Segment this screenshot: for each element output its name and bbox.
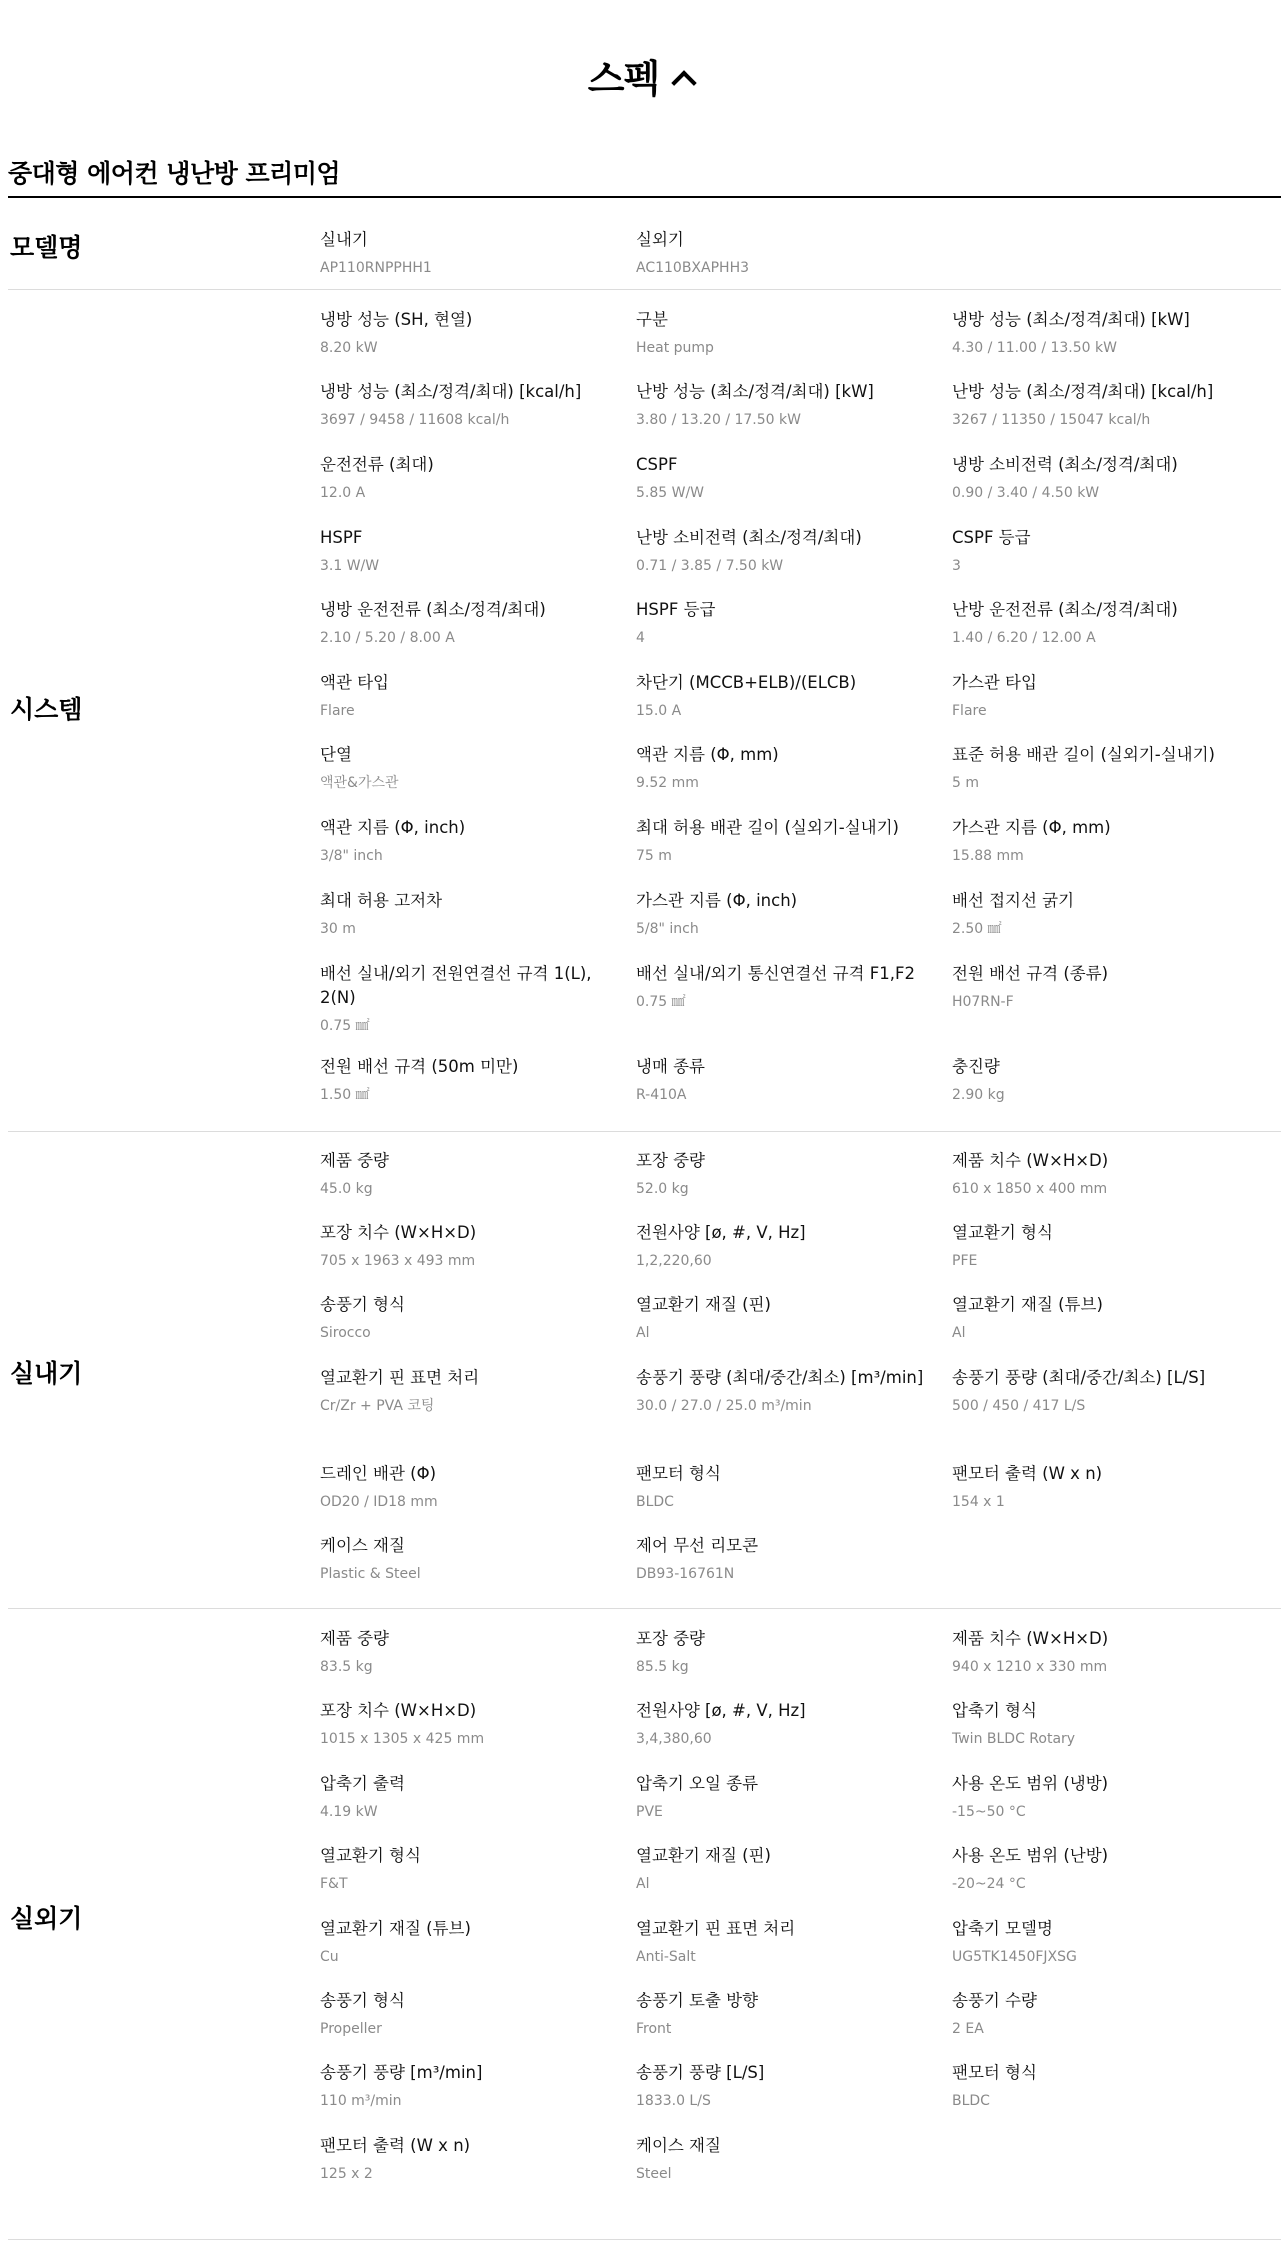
spec-item — [636, 1462, 926, 1512]
spec-label: 난방 성능 (최소/정격/최대) [kcal/h] — [952, 382, 1214, 401]
spec-value: 3697 / 9458 / 11608 kcal/h — [320, 412, 510, 428]
spec-value: AC110BXAPHH3 — [636, 260, 750, 276]
spec-value: 0.90 / 3.40 / 4.50 kW — [952, 485, 1100, 501]
spec-label: 송풍기 풍량 [L/S] — [636, 2063, 765, 2082]
spec-value: 2 EA — [952, 2021, 984, 2037]
spec-value: 0.71 / 3.85 / 7.50 kW — [636, 558, 784, 574]
spec-item — [636, 228, 926, 278]
spec-label: 송풍기 토출 방향 — [636, 1991, 759, 2010]
spec-value: 2.50 ㎟ — [952, 921, 1002, 937]
spec-label: 액관 지름 (Φ, mm) — [636, 745, 779, 764]
spec-value: Plastic & Steel — [320, 1566, 421, 1582]
spec-label: 송풍기 형식 — [320, 1295, 405, 1314]
spec-label: 팬모터 출력 (W x n) — [320, 2136, 471, 2155]
spec-item — [636, 1627, 926, 1677]
spec-item — [952, 816, 1257, 866]
spec-label: 차단기 (MCCB+ELB)/(ELCB) — [636, 673, 857, 692]
spec-item — [320, 2061, 610, 2111]
spec-item — [636, 380, 926, 430]
spec-value: 1,2,220,60 — [636, 1253, 712, 1269]
spec-item — [320, 743, 610, 793]
spec-section — [8, 1609, 1281, 2240]
spec-label: 송풍기 형식 — [320, 1991, 405, 2010]
spec-item — [952, 1844, 1257, 1894]
spec-item — [636, 1917, 926, 1967]
spec-item — [952, 1293, 1257, 1343]
spec-value: 0.75 ㎟ — [320, 1018, 370, 1034]
spec-value: PVE — [636, 1804, 663, 1820]
spec-value: 12.0 A — [320, 485, 366, 501]
spec-value: 1.40 / 6.20 / 12.00 A — [952, 630, 1096, 646]
spec-item — [320, 1534, 610, 1584]
section-label: 실내기 — [10, 1359, 83, 1388]
section-label: 실외기 — [10, 1904, 83, 1933]
spec-item — [320, 1055, 610, 1105]
spec-value: 30.0 / 27.0 / 25.0 m³/min — [636, 1398, 812, 1414]
section-label: 모델명 — [10, 233, 83, 262]
spec-label: 전원사양 [ø, #, V, Hz] — [636, 1701, 806, 1720]
spec-value: Al — [636, 1325, 650, 1341]
spec-value: 52.0 kg — [636, 1181, 689, 1197]
spec-item — [320, 228, 610, 278]
spec-item — [952, 598, 1257, 648]
spec-label: 압축기 모델명 — [952, 1919, 1053, 1938]
spec-value: Flare — [320, 703, 355, 719]
spec-value: AP110RNPPHH1 — [320, 260, 432, 276]
spec-label: 팬모터 형식 — [636, 1464, 721, 1483]
spec-value: 0.75 ㎟ — [636, 994, 686, 1010]
spec-label: 전원사양 [ø, #, V, Hz] — [636, 1223, 806, 1242]
spec-label: 열교환기 형식 — [320, 1846, 421, 1865]
spec-item — [320, 816, 610, 866]
spec-label: 운전전류 (최대) — [320, 455, 434, 474]
spec-value: 1.50 ㎟ — [320, 1087, 370, 1103]
spec-label: 열교환기 핀 표면 처리 — [320, 1368, 480, 1387]
spec-value: 30 m — [320, 921, 356, 937]
spec-value: Steel — [636, 2166, 672, 2182]
spec-label: 배선 접지선 굵기 — [952, 891, 1075, 910]
spec-value: 5/8" inch — [636, 921, 699, 937]
spec-value: 15.88 mm — [952, 848, 1024, 864]
spec-value: 15.0 A — [636, 703, 682, 719]
spec-label: 난방 운전전류 (최소/정격/최대) — [952, 600, 1178, 619]
spec-item — [320, 1699, 610, 1749]
spec-value: 85.5 kg — [636, 1659, 689, 1675]
spec-value: 2.90 kg — [952, 1087, 1005, 1103]
spec-item — [636, 1699, 926, 1749]
spec-item — [636, 816, 926, 866]
spec-value: Al — [636, 1876, 650, 1892]
spec-item — [952, 1366, 1257, 1416]
spec-value: 3.80 / 13.20 / 17.50 kW — [636, 412, 801, 428]
spec-label: 최대 허용 고저차 — [320, 891, 443, 910]
spec-value: 500 / 450 / 417 L/S — [952, 1398, 1086, 1414]
spec-label: 제어 무선 리모콘 — [636, 1536, 759, 1555]
spec-section — [8, 1132, 1281, 1609]
spec-label: 열교환기 재질 (튜브) — [952, 1295, 1103, 1314]
spec-item — [952, 889, 1257, 939]
spec-item — [952, 380, 1257, 430]
spec-item — [952, 1462, 1257, 1512]
spec-value: 2.10 / 5.20 / 8.00 A — [320, 630, 455, 646]
spec-label: HSPF 등급 — [636, 600, 716, 619]
spec-section — [8, 198, 1281, 290]
spec-value: 9.52 mm — [636, 775, 699, 791]
spec-value: PFE — [952, 1253, 978, 1269]
spec-value: F&T — [320, 1876, 348, 1892]
spec-value: 3,4,380,60 — [636, 1731, 712, 1747]
spec-item — [636, 1366, 926, 1416]
spec-label: 냉방 성능 (최소/정격/최대) [kcal/h] — [320, 382, 582, 401]
spec-value: R-410A — [636, 1087, 687, 1103]
spec-item — [320, 1293, 610, 1343]
spec-label: 냉방 성능 (SH, 현열) — [320, 310, 473, 329]
spec-item — [952, 1917, 1257, 1967]
spec-item — [320, 1627, 610, 1677]
spec-value: DB93-16761N — [636, 1566, 735, 1582]
spec-value: Cu — [320, 1949, 339, 1965]
spec-item — [952, 2061, 1257, 2111]
spec-label: 냉방 운전전류 (최소/정격/최대) — [320, 600, 546, 619]
spec-item — [636, 2134, 926, 2184]
spec-value: Front — [636, 2021, 672, 2037]
spec-label: 충진량 — [952, 1057, 1000, 1076]
spec-item — [320, 671, 610, 721]
spec-label: HSPF — [320, 528, 363, 547]
spec-item — [320, 453, 610, 503]
spec-label: 열교환기 핀 표면 처리 — [636, 1919, 796, 1938]
spec-label: 난방 소비전력 (최소/정격/최대) — [636, 528, 862, 547]
spec-label: 냉방 성능 (최소/정격/최대) [kW] — [952, 310, 1190, 329]
spec-label: 제품 중량 — [320, 1151, 390, 1170]
spec-item — [952, 308, 1257, 358]
spec-value: 4.30 / 11.00 / 13.50 kW — [952, 340, 1117, 356]
spec-item — [320, 598, 610, 648]
spec-label: 포장 중량 — [636, 1151, 706, 1170]
spec-value: 3.1 W/W — [320, 558, 380, 574]
spec-label: 포장 중량 — [636, 1629, 706, 1648]
spec-value: 125 x 2 — [320, 2166, 373, 2182]
spec-label: 케이스 재질 — [320, 1536, 405, 1555]
spec-value: 1833.0 L/S — [636, 2093, 711, 2109]
spec-item — [636, 453, 926, 503]
spec-value: Sirocco — [320, 1325, 371, 1341]
spec-value: 4.19 kW — [320, 1804, 378, 1820]
spec-label: CSPF — [636, 455, 678, 474]
spec-value: Propeller — [320, 2021, 382, 2037]
page-title[interactable] — [0, 48, 1281, 103]
spec-value: BLDC — [636, 1494, 674, 1510]
spec-item — [952, 743, 1257, 793]
spec-label: 단열 — [320, 745, 352, 764]
spec-item — [952, 1627, 1257, 1677]
spec-item — [320, 962, 610, 1036]
spec-section — [8, 290, 1281, 1132]
spec-value: UG5TK1450FJXSG — [952, 1949, 1077, 1965]
spec-item — [320, 1917, 610, 1967]
spec-label: 표준 허용 배관 길이 (실외기-실내기) — [952, 745, 1215, 764]
spec-item — [636, 1989, 926, 2039]
spec-label: 제품 중량 — [320, 1629, 390, 1648]
spec-value: -20~24 °C — [952, 1876, 1026, 1892]
spec-label: 액관 타입 — [320, 673, 390, 692]
spec-label: 실외기 — [636, 230, 684, 249]
spec-label: 실내기 — [320, 230, 368, 249]
spec-item — [952, 1055, 1257, 1105]
spec-label: 열교환기 재질 (핀) — [636, 1846, 771, 1865]
spec-item — [636, 743, 926, 793]
spec-label: 전원 배선 규격 (종류) — [952, 964, 1109, 983]
spec-label: 배선 실내/외기 통신연결선 규격 F1,F2 — [636, 964, 915, 983]
spec-item — [320, 1221, 610, 1271]
spec-value: Al — [952, 1325, 966, 1341]
spec-label: 열교환기 재질 (튜브) — [320, 1919, 471, 1938]
spec-item — [636, 1844, 926, 1894]
spec-label: 포장 치수 (W×H×D) — [320, 1701, 477, 1720]
spec-item — [320, 1462, 610, 1512]
spec-item — [952, 1699, 1257, 1749]
spec-value: -15~50 °C — [952, 1804, 1026, 1820]
spec-item — [952, 1989, 1257, 2039]
spec-value: 5.85 W/W — [636, 485, 705, 501]
spec-label: 드레인 배관 (Φ) — [320, 1464, 437, 1483]
spec-label: 압축기 형식 — [952, 1701, 1037, 1720]
spec-label: 송풍기 풍량 (최대/중간/최소) [m³/min] — [636, 1368, 924, 1387]
spec-label: 압축기 출력 — [320, 1774, 405, 1793]
spec-value: 940 x 1210 x 330 mm — [952, 1659, 1108, 1675]
spec-label: 송풍기 수량 — [952, 1991, 1037, 2010]
spec-item — [952, 962, 1257, 1012]
spec-label: 전원 배선 규격 (50m 미만) — [320, 1057, 519, 1076]
spec-item — [952, 1149, 1257, 1199]
spec-label: 케이스 재질 — [636, 2136, 721, 2155]
spec-item — [636, 1149, 926, 1199]
spec-label: 최대 허용 배관 길이 (실외기-실내기) — [636, 818, 899, 837]
spec-value: Cr/Zr + PVA 코팅 — [320, 1398, 435, 1414]
product-title: 중대형 에어컨 냉난방 프리미엄 — [8, 159, 341, 188]
spec-label: 압축기 오일 종류 — [636, 1774, 759, 1793]
spec-value: 83.5 kg — [320, 1659, 373, 1675]
spec-value: 110 m³/min — [320, 2093, 402, 2109]
spec-value: 75 m — [636, 848, 672, 864]
spec-item — [320, 1366, 610, 1416]
spec-value: Twin BLDC Rotary — [952, 1731, 1076, 1747]
spec-item — [320, 1844, 610, 1894]
spec-value: 액관&가스관 — [320, 775, 399, 791]
spec-label: 송풍기 풍량 [m³/min] — [320, 2063, 483, 2082]
spec-label: 냉방 소비전력 (최소/정격/최대) — [952, 455, 1178, 474]
spec-label: 포장 치수 (W×H×D) — [320, 1223, 477, 1242]
spec-item — [636, 1293, 926, 1343]
spec-item — [636, 1772, 926, 1822]
spec-label: 사용 온도 범위 (난방) — [952, 1846, 1109, 1865]
spec-item — [952, 1772, 1257, 1822]
spec-label: 열교환기 재질 (핀) — [636, 1295, 771, 1314]
spec-item — [636, 1221, 926, 1271]
spec-value: 3/8" inch — [320, 848, 383, 864]
spec-item — [320, 1772, 610, 1822]
spec-label: 가스관 타입 — [952, 673, 1037, 692]
spec-label: CSPF 등급 — [952, 528, 1031, 547]
spec-value: 610 x 1850 x 400 mm — [952, 1181, 1108, 1197]
spec-item — [320, 1989, 610, 2039]
spec-item — [320, 2134, 610, 2184]
spec-label: 팬모터 형식 — [952, 2063, 1037, 2082]
spec-item — [952, 526, 1257, 576]
spec-label: 열교환기 형식 — [952, 1223, 1053, 1242]
spec-item — [952, 1221, 1257, 1271]
spec-value: Heat pump — [636, 340, 714, 356]
section-label: 시스템 — [10, 695, 83, 724]
spec-item — [952, 671, 1257, 721]
spec-value: 4 — [636, 630, 645, 646]
spec-item — [636, 526, 926, 576]
spec-item — [636, 962, 926, 1012]
spec-item — [636, 671, 926, 721]
spec-item — [636, 598, 926, 648]
spec-label: 가스관 지름 (Φ, mm) — [952, 818, 1111, 837]
spec-value: Flare — [952, 703, 987, 719]
spec-item — [636, 308, 926, 358]
spec-label: 사용 온도 범위 (냉방) — [952, 1774, 1109, 1793]
spec-value: H07RN-F — [952, 994, 1014, 1010]
spec-value: BLDC — [952, 2093, 990, 2109]
spec-item — [636, 1534, 926, 1584]
spec-label: 구분 — [636, 310, 668, 329]
spec-value: 5 m — [952, 775, 979, 791]
spec-item — [636, 1055, 926, 1105]
spec-item — [320, 526, 610, 576]
spec-value: Anti-Salt — [636, 1949, 696, 1965]
spec-label: 액관 지름 (Φ, inch) — [320, 818, 466, 837]
spec-value: 3 — [952, 558, 961, 574]
spec-value: 154 x 1 — [952, 1494, 1005, 1510]
spec-label: 가스관 지름 (Φ, inch) — [636, 891, 798, 910]
spec-label: 팬모터 출력 (W x n) — [952, 1464, 1103, 1483]
spec-item — [320, 380, 610, 430]
spec-label: 냉매 종류 — [636, 1057, 706, 1076]
spec-item — [320, 889, 610, 939]
spec-value: OD20 / ID18 mm — [320, 1494, 438, 1510]
spec-label: 배선 실내/외기 전원연결선 규격 1(L), 2(N) — [320, 964, 592, 1007]
spec-value: 1015 x 1305 x 425 mm — [320, 1731, 485, 1747]
spec-item — [636, 2061, 926, 2111]
spec-value: 3267 / 11350 / 15047 kcal/h — [952, 412, 1151, 428]
spec-label: 제품 치수 (W×H×D) — [952, 1629, 1109, 1648]
spec-value: 8.20 kW — [320, 340, 378, 356]
spec-value: 705 x 1963 x 493 mm — [320, 1253, 476, 1269]
spec-item — [320, 1149, 610, 1199]
section-divider — [8, 2239, 1281, 2240]
spec-label: 송풍기 풍량 (최대/중간/최소) [L/S] — [952, 1368, 1206, 1387]
spec-label: 제품 치수 (W×H×D) — [952, 1151, 1109, 1170]
spec-item — [636, 889, 926, 939]
spec-header — [0, 0, 1281, 148]
spec-item — [952, 453, 1257, 503]
spec-item — [320, 308, 610, 358]
spec-value: 45.0 kg — [320, 1181, 373, 1197]
page-title-text: 스펙 — [587, 57, 660, 101]
chevron-up-icon[interactable] — [671, 70, 696, 95]
spec-label: 난방 성능 (최소/정격/최대) [kW] — [636, 382, 874, 401]
